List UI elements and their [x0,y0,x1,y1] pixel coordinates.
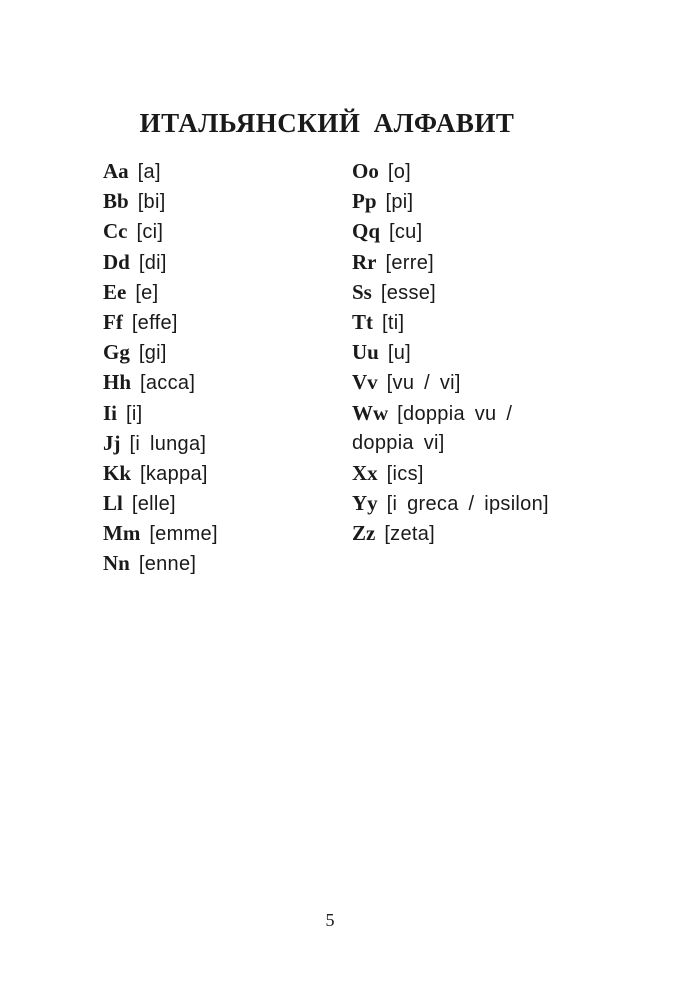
entry-pronunciation: [doppia vu / [397,402,513,425]
entry-pronunciation: [i] [126,402,143,425]
entry-pronunciation: [ci] [136,221,164,244]
alphabet-entry [352,488,549,518]
entry-pronunciation: [i lunga] [129,432,207,455]
entry-pronunciation: [o] [387,161,411,183]
entry-letter: Ee [103,279,127,304]
entry-pronunciation: [e] [135,281,159,304]
alphabet-entry [103,428,218,458]
entry-letter: Yy [352,491,378,516]
alphabet-column-left [103,156,218,579]
entry-pronunciation: [elle] [131,493,176,516]
alphabet-entry [352,277,549,307]
entry-letter: Gg [103,340,130,365]
alphabet-entry [103,216,218,246]
entry-letter: Ll [103,491,123,516]
alphabet-column-right [352,156,549,548]
entry-pronunciation: [vu / vi] [386,372,461,395]
entry-letter: Ff [103,309,123,334]
alphabet-entry-continuation [352,428,549,458]
entry-letter: Oo [352,159,379,183]
entry-letter: Rr [352,249,377,274]
alphabet-entry [103,488,218,518]
entry-letter: Bb [103,189,129,214]
entry-letter: Dd [103,249,130,274]
alphabet-entry [103,247,218,277]
alphabet-entry [352,337,549,367]
alphabet-entry [103,307,218,337]
entry-letter: Cc [103,219,128,244]
page-number: 5 [325,910,335,930]
alphabet-entry [103,186,218,216]
entry-pronunciation: [a] [137,161,161,183]
alphabet-entry [352,518,549,548]
alphabet-entry [103,518,218,548]
entry-letter: Vv [352,370,378,395]
entry-pronunciation: [emme] [149,523,218,546]
entry-pronunciation: doppia vi] [352,431,445,454]
entry-pronunciation: [ti] [382,311,405,334]
entry-pronunciation: [bi] [137,191,166,214]
alphabet-entry [103,367,218,397]
entry-letter: Qq [352,219,381,244]
entry-letter: Nn [103,551,130,576]
alphabet-entry [352,458,549,488]
alphabet-entry [352,216,549,246]
entry-pronunciation: [enne] [138,553,197,576]
alphabet-entry [352,186,549,216]
alphabet-entry [352,307,549,337]
alphabet-entry [352,367,549,397]
entry-pronunciation: [ics] [386,462,424,485]
entry-pronunciation: [di] [138,251,167,274]
entry-pronunciation: [gi] [138,342,167,365]
entry-pronunciation: [i greca / ipsilon] [386,493,549,516]
entry-letter: Kk [103,460,132,485]
alphabet-entry [103,398,218,428]
entry-pronunciation: [cu] [389,221,423,244]
entry-letter: Ii [103,400,118,425]
entry-letter: Ss [352,279,372,304]
alphabet-entry [103,277,218,307]
entry-pronunciation: [pi] [385,191,414,214]
entry-letter: Mm [103,521,141,546]
entry-letter: Uu [352,340,379,365]
entry-letter: Zz [352,521,376,546]
entry-letter: Aa [103,159,129,183]
alphabet-entry [103,337,218,367]
entry-letter: Pp [352,189,377,214]
entry-letter: Jj [103,430,121,455]
entry-letter: Hh [103,370,132,395]
entry-letter: Tt [352,309,373,334]
entry-letter: Xx [352,460,378,485]
entry-pronunciation: [kappa] [140,462,208,485]
entry-pronunciation: [u] [387,342,411,365]
alphabet-entry [352,398,549,428]
entry-letter: Ww [352,400,389,425]
alphabet-entry [352,247,549,277]
entry-pronunciation: [esse] [380,281,437,304]
entry-pronunciation: [zeta] [384,523,436,546]
alphabet-entry [103,458,218,488]
entry-pronunciation: [acca] [140,372,196,395]
entry-pronunciation: [effe] [131,311,178,334]
page-title: ИТАЛЬЯНСКИЙ АЛФАВИТ [139,108,515,138]
alphabet-entry [103,548,218,578]
alphabet-entry [103,156,218,186]
alphabet-entry [352,156,549,186]
entry-pronunciation: [erre] [385,251,434,274]
